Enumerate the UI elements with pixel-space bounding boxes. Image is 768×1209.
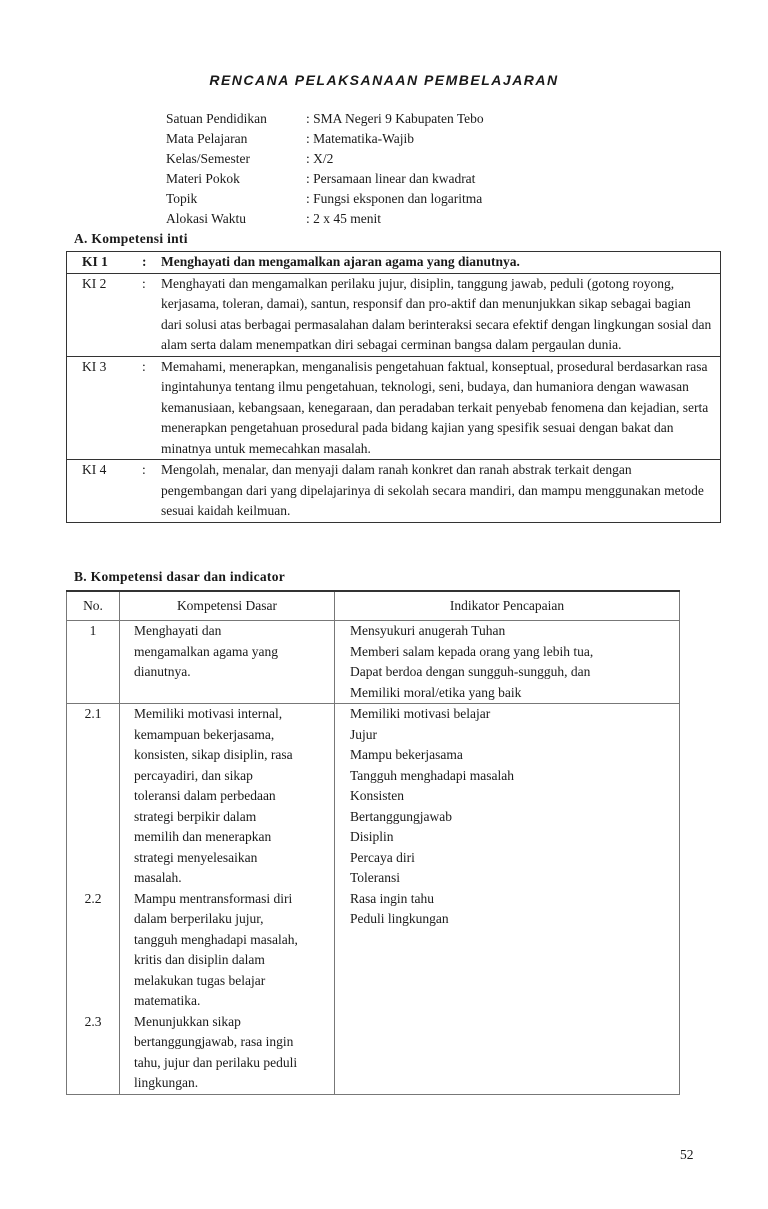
kd-line: Memiliki motivasi belajar: [350, 706, 491, 721]
kd-cell-ind: [335, 621, 680, 704]
kd-line: Memiliki moral/etika yang baik: [350, 684, 522, 700]
kd-line: 2.2: [84, 890, 102, 906]
ki-text: Memahami, menerapkan, menganalisis pengetahuan faktual, konseptual, prosedural berdasarkan rasa ingintahunya tentang ilmu pengetahuan, teknologi, seni, budaya, dan humaniora dengan wawasan kemanusiaan, kebangsaan, kenegaraan, dan peradaban terkait penyebab fenomena dan kejadian, serta menerapkan pengetahuan prosedural pada bidang kajian yang spesifik sesuai dengan bakat dan minatnya untuk memecahkan masalah.: [161, 358, 709, 456]
kd-line: matematika.: [134, 993, 201, 1008]
kd-table: [66, 590, 680, 1095]
kd-line: [67, 848, 119, 869]
kd-line: lingkungan.: [134, 1075, 199, 1090]
ki-row: [67, 356, 721, 460]
document-title: RENCANA PELAKSANAAN PEMBELAJARAN: [209, 72, 559, 88]
kd-row: [67, 704, 680, 1095]
meta-row: [166, 209, 484, 229]
meta-row: [166, 169, 484, 189]
ki-code: KI 1: [82, 254, 108, 269]
kd-line: konsisten, sikap disiplin, rasa: [134, 747, 293, 762]
meta-row: [166, 189, 484, 209]
kd-line: [67, 827, 119, 848]
meta-value: : Matematika-Wajib: [306, 131, 414, 146]
section-a-heading: A. Kompetensi inti: [74, 231, 188, 246]
kd-line: Menunjukkan sikap: [134, 1013, 241, 1029]
ki-colon: :: [142, 358, 146, 374]
kd-line: strategi berpikir dalam: [134, 808, 257, 824]
kd-line: percayadiri, dan sikap: [134, 767, 253, 783]
kd-line: tahu, jujur dan perilaku peduli: [134, 1054, 298, 1070]
kd-row: [67, 621, 680, 704]
kd-line: [67, 991, 119, 1012]
kd-line: Peduli lingkungan: [350, 911, 449, 926]
ki-row: [67, 460, 721, 523]
ki-code: KI 3: [82, 358, 107, 374]
section-b-heading: B. Kompetensi dasar dan indicator: [74, 569, 286, 584]
ki-code: KI 4: [82, 462, 107, 477]
kd-line: [67, 1073, 119, 1094]
kd-line: Tangguh menghadapi masalah: [350, 767, 515, 783]
kd-line: [67, 1032, 119, 1053]
kd-line: [67, 1053, 119, 1074]
kd-line: Dapat berdoa dengan sungguh-sungguh, dan: [350, 664, 591, 679]
meta-label: Mata Pelajaran: [166, 131, 248, 146]
ki-row: [67, 252, 721, 274]
kd-line: [67, 909, 119, 930]
meta-value: : Fungsi eksponen dan logaritma: [306, 191, 483, 206]
ki-table: [66, 251, 721, 523]
kd-cell-kdcell: [120, 621, 335, 704]
kd-header-kd: Kompetensi Dasar: [120, 591, 335, 621]
meta-label: Materi Pokok: [166, 171, 240, 186]
kd-line: strategi menyelesaikan: [134, 849, 258, 865]
kd-line: toleransi dalam perbedaan: [134, 788, 276, 803]
meta-label: Alokasi Waktu: [166, 211, 247, 226]
meta-label: Topik: [166, 191, 198, 206]
meta-value: : SMA Negeri 9 Kabupaten Tebo: [306, 111, 484, 126]
kd-line: 2.3: [84, 1013, 102, 1029]
kd-line: tangguh menghadapi masalah,: [134, 931, 298, 947]
kd-line: dianutnya.: [134, 664, 191, 679]
kd-line: [67, 868, 119, 889]
kd-header-row: [67, 591, 680, 621]
kd-line: kritis dan disiplin dalam: [134, 952, 265, 967]
kd-line: Disiplin: [350, 829, 394, 844]
kd-line: [67, 745, 119, 766]
kd-line: [67, 766, 119, 787]
kd-line: Rasa ingin tahu: [350, 890, 434, 906]
kd-header-no: No.: [67, 591, 120, 621]
kd-line: memilih dan menerapkan: [134, 829, 272, 844]
kd-line: Bertanggungjawab: [350, 808, 452, 824]
kd-line: [67, 950, 119, 971]
meta-label: Kelas/Semester: [166, 151, 250, 166]
kd-cell-ind: [335, 704, 680, 1095]
ki-colon: :: [142, 462, 146, 477]
ki-code: KI 2: [82, 275, 107, 291]
kd-line: [67, 786, 119, 807]
kd-line: mengamalkan agama yang: [134, 643, 278, 659]
meta-value: : 2 x 45 menit: [306, 211, 381, 226]
meta-block: [166, 109, 484, 229]
meta-value: : X/2: [306, 151, 334, 166]
kd-line: [67, 725, 119, 746]
kd-cell-no: [67, 621, 120, 704]
kd-cell-no: [67, 704, 120, 1095]
ki-text: Mengolah, menalar, dan menyaji dalam ranah konkret dan ranah abstrak terkait dengan pengembangan dari yang dipelajarinya di sekolah secara mandiri, dan mampu menggunakan metode sesuai kaidah keilmuan.: [161, 462, 704, 518]
kd-header-ind: Indikator Pencapaian: [335, 591, 680, 621]
meta-row: [166, 109, 484, 129]
kd-line: kemampuan bekerjasama,: [134, 726, 275, 742]
ki-row: [67, 273, 721, 356]
ki-text: Menghayati dan mengamalkan ajaran agama yang dianutnya.: [161, 254, 520, 269]
kd-line: masalah.: [134, 870, 182, 885]
kd-line: Menghayati dan: [134, 623, 222, 638]
kd-line: [67, 930, 119, 951]
kd-line: Mampu bekerjasama: [350, 747, 463, 762]
kd-line: Mampu mentransformasi diri: [134, 890, 293, 906]
kd-line: melakukan tugas belajar: [134, 972, 266, 988]
meta-value: : Persamaan linear dan kwadrat: [306, 171, 476, 186]
kd-line: Konsisten: [350, 788, 404, 803]
kd-line: Jujur: [350, 726, 377, 742]
kd-line: 1: [89, 623, 97, 638]
ki-colon: :: [142, 275, 146, 291]
kd-line: Toleransi: [350, 870, 401, 885]
kd-line: [67, 971, 119, 992]
ki-text: Menghayati dan mengamalkan perilaku jujur, disiplin, tanggung jawab, peduli (gotong royong, kerjasama, toleran, damai), santun, responsif dan pro-aktif dan menunjukkan sikap sebagai bagian dari solusi atas berbagai permasalahan dalam berinteraksi secara efektif dengan lingkungan sosial dan alam serta dalam menempatkan diri sebagai cerminan bangsa dalam pergaulan dunia.: [161, 275, 712, 352]
ki-colon: :: [142, 254, 147, 269]
kd-line: Memiliki motivasi internal,: [134, 706, 283, 721]
kd-line: [67, 807, 119, 828]
meta-label: Satuan Pendidikan: [166, 111, 267, 126]
meta-row: [166, 149, 484, 169]
kd-line: Memberi salam kepada orang yang lebih tua,: [350, 643, 594, 659]
kd-line: Percaya diri: [350, 849, 415, 865]
meta-row: [166, 129, 484, 149]
kd-line: bertanggungjawab, rasa ingin: [134, 1034, 294, 1049]
kd-line: 2.1: [84, 706, 102, 721]
kd-cell-kdcell: [120, 704, 335, 1095]
kd-line: dalam berperilaku jujur,: [134, 911, 264, 926]
kd-line: Mensyukuri anugerah Tuhan: [350, 623, 506, 638]
page-number: 52: [680, 1147, 694, 1162]
